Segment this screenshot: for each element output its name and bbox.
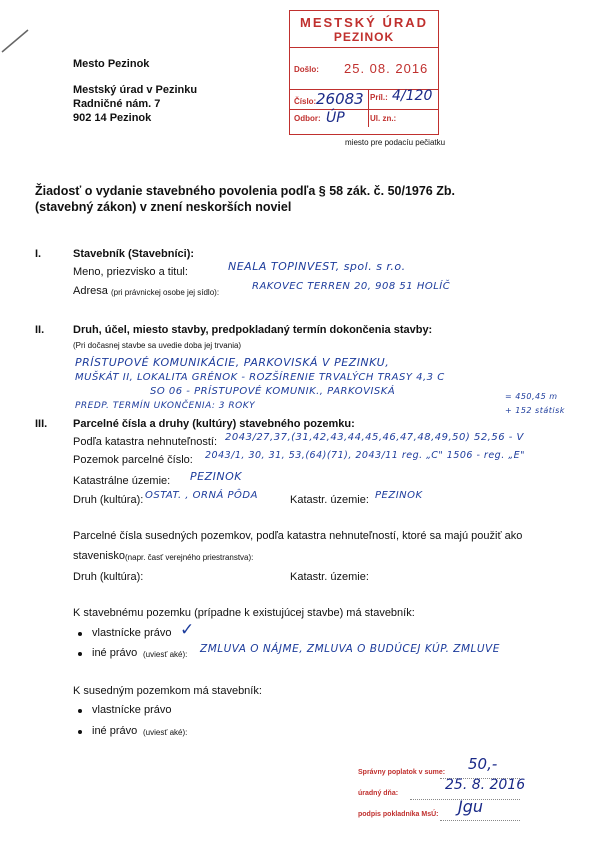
fee-value: 50,-: [468, 755, 498, 773]
cadastral-territory-value: PEZINOK: [375, 490, 423, 501]
stamp-divider: [290, 109, 438, 110]
name-label: Meno, priezvisko a titul:: [73, 266, 188, 278]
other-right-note: (uviesť aké):: [143, 650, 188, 659]
fee-date-value: 25. 8. 2016: [445, 777, 526, 793]
section-heading: Druh, účel, miesto stavby, predpokladaný termín dokončenia stavby:: [73, 324, 433, 336]
stamp-date-value: 25. 08. 2016: [344, 61, 429, 76]
construction-line: SO 06 - PRÍSTUPOVÉ KOMUNIK., PARKOVISKÁ: [150, 386, 396, 397]
section-heading: Parcelné čísla a druhy (kultúry) stavebného pozemku:: [73, 418, 355, 430]
cadastral-area-label: Katastrálne územie:: [73, 475, 171, 487]
rights-intro: K susedným pozemkom má stavebník:: [73, 685, 262, 697]
construction-area: = 450,45 m: [505, 392, 558, 401]
stamp-attachments-label: Príl.:: [370, 93, 388, 102]
sender-office: Mestský úrad v Pezinku: [73, 84, 198, 96]
parcel-value: 2043/1, 30, 31, 53,(64)(71), 2043/11 reg. „C" 1506 - reg. „E": [205, 450, 526, 461]
kataster-value: 2043/27,37,(31,42,43,44,45,46,47,48,49,50) 52,56 - V: [225, 432, 524, 443]
adjacent-text: stavenisko: [73, 550, 125, 562]
other-right-value: ZMLUVA O NÁJME, ZMLUVA O BUDÚCEJ KÚP. ZMLUVE: [200, 643, 500, 655]
pen-mark: [0, 0, 60, 60]
section-number: II.: [35, 324, 45, 336]
section-note: (Pri dočasnej stavbe sa uvedie doba jej trvania): [73, 341, 242, 350]
adjacent-note: (napr. časť verejného priestranstva):: [125, 553, 254, 562]
rights-intro: K stavebnému pozemku (prípadne k existujúcej stavbe) má stavebník:: [73, 607, 415, 619]
ownership-label: vlastnícke právo: [92, 704, 172, 716]
land-type-value: OSTAT. , ORNÁ PÔDA: [145, 490, 258, 501]
check-mark: ✓: [180, 620, 195, 640]
section-heading: Stavebník (Stavebníci):: [73, 248, 195, 260]
cadastral-territory-label: Katastr. územie:: [290, 571, 369, 583]
adjacent-text: Parcelné čísla susedných pozemkov, podľa katastra nehnuteľností, ktoré sa majú použiť ako: [73, 530, 523, 542]
other-right-label: iné právo: [92, 725, 138, 737]
stamp-department-value: ÚP: [326, 110, 345, 126]
bullet: [78, 730, 82, 734]
address-label: Adresa: [73, 285, 108, 297]
fee-signature: Jgu: [458, 797, 484, 816]
land-type-label: Druh (kultúra):: [73, 494, 144, 506]
kataster-label: Podľa katastra nehnuteľností:: [73, 436, 218, 448]
bullet: [78, 632, 82, 636]
stamp-number-value: 26083: [316, 90, 364, 108]
ownership-label: vlastnícke právo: [92, 627, 172, 639]
fee-line: [440, 820, 520, 821]
bullet: [78, 652, 82, 656]
stamp-title: MESTSKÝ ÚRAD: [299, 15, 428, 30]
construction-line: MUŠKÁT II, LOKALITA GRÉNOK - ROZŠÍRENIE TRVALÝCH TRASY 4,3 C: [75, 372, 445, 383]
section-number: III.: [35, 418, 48, 430]
land-type-label: Druh (kultúra):: [73, 571, 144, 583]
sender-zip: 902 14 Pezinok: [73, 112, 152, 124]
fee-date-label: úradný dňa:: [358, 790, 399, 797]
construction-spaces: + 152 státisk: [505, 406, 565, 415]
stamp-subtitle: PEZINOK: [333, 30, 395, 44]
bullet: [78, 709, 82, 713]
stamp-divider: [290, 47, 438, 48]
stamp-number-label: Číslo:: [294, 97, 317, 106]
sender-city: Mesto Pezinok: [73, 58, 150, 70]
sender-street: Radničné nám. 7: [73, 98, 161, 110]
cadastral-area-value: PEZINOK: [190, 470, 242, 483]
office-stamp: [289, 10, 439, 135]
document-title: Žiadosť o vydanie stavebného povolenia podľa § 58 zák. č. 50/1976 Zb.: [35, 184, 455, 198]
parcel-label: Pozemok parcelné číslo:: [73, 454, 193, 466]
construction-line: PRÍSTUPOVÉ KOMUNIKÁCIE, PARKOVISKÁ V PEZINKU,: [75, 356, 390, 369]
cadastral-territory-label: Katastr. územie:: [290, 494, 369, 506]
section-number: I.: [35, 248, 42, 260]
stamp-reference-label: Ul. zn.:: [370, 114, 397, 123]
document-subtitle: (stavebný zákon) v znení neskorších noviel: [35, 200, 292, 214]
stamp-date-label: Došlo:: [294, 65, 319, 74]
other-right-label: iné právo: [92, 647, 138, 659]
fee-label: Správny poplatok v sume:: [358, 769, 446, 776]
other-right-note: (uviesť aké):: [143, 728, 188, 737]
address-value: RAKOVEC TERREN 20, 908 51 HOLÍČ: [252, 281, 451, 292]
stamp-divider: [368, 89, 369, 127]
construction-line: PREDP. TERMÍN UKONČENIA: 3 ROKY: [75, 401, 256, 411]
stamp-department-label: Odbor:: [294, 114, 321, 123]
name-value: NEALA TOPINVEST, spol. s r.o.: [228, 260, 406, 273]
fee-signature-label: podpis pokladníka MsÚ:: [358, 811, 439, 818]
stamp-caption: miesto pre podacíu pečiatku: [345, 138, 446, 147]
address-note: (pri právnickej osobe jej sídlo):: [111, 288, 220, 297]
stamp-attachments-value: 4/120: [392, 88, 433, 104]
